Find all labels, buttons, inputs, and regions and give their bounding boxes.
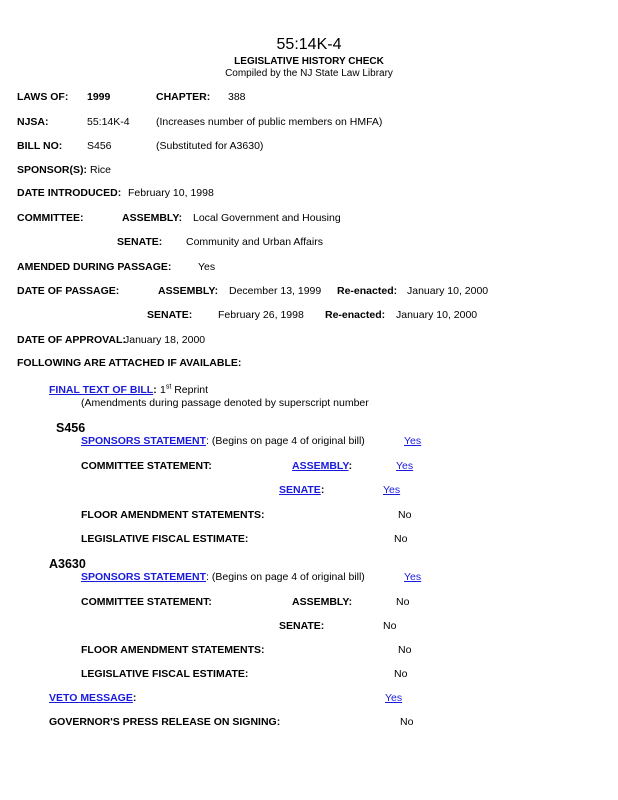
a3630-assembly-value: No (396, 596, 410, 608)
committee-label: COMMITTEE: (17, 212, 84, 224)
passage-senate-label: SENATE: (147, 309, 193, 321)
sponsors-value: Rice (90, 164, 112, 176)
reprint-superscript: st (165, 383, 172, 391)
approval-value: January 18, 2000 (124, 334, 206, 346)
a3630-sponsors-value[interactable]: Yes (404, 571, 422, 583)
s456-assembly-value[interactable]: Yes (396, 460, 414, 472)
press-release-label: GOVERNOR'S PRESS RELEASE ON SIGNING: (49, 716, 281, 728)
a3630-committee-label: COMMITTEE STATEMENT: (81, 596, 212, 608)
s456-senate-row (279, 484, 324, 497)
a3630-floor-label: FLOOR AMENDMENT STATEMENTS: (81, 644, 265, 656)
reprint-number: 1 (160, 384, 166, 396)
s456-sponsors-link[interactable]: SPONSORS STATEMENT (81, 435, 207, 447)
amended-label: AMENDED DURING PASSAGE: (17, 261, 172, 273)
s456-committee-label: COMMITTEE STATEMENT: (81, 460, 212, 472)
committee-assembly-value: Local Government and Housing (193, 212, 341, 224)
passage-senate-date: February 26, 1998 (218, 309, 304, 321)
final-text-colon: : (153, 384, 157, 396)
s456-floor-value: No (398, 509, 412, 521)
a3630-senate-value: No (383, 620, 397, 632)
laws-of-label: LAWS OF: (17, 91, 69, 103)
passage-assembly-label: ASSEMBLY: (158, 285, 219, 297)
passage-assembly-reenacted-label: Re-enacted: (337, 285, 398, 297)
reprint-text: Reprint (174, 384, 209, 396)
a3630-floor-value: No (398, 644, 412, 656)
passage-assembly-date: December 13, 1999 (229, 285, 322, 297)
s456-title: S456 (56, 421, 86, 435)
a3630-fiscal-value: No (394, 668, 408, 680)
a3630-senate-label: SENATE: (279, 620, 325, 632)
njsa-note: (Increases number of public members on HMFA) (156, 116, 383, 128)
final-text-row (49, 384, 157, 397)
veto-message-link[interactable]: VETO MESSAGE (49, 692, 133, 704)
passage-label: DATE OF PASSAGE: (17, 285, 120, 297)
press-release-value: No (400, 716, 414, 728)
s456-fiscal-value: No (394, 533, 408, 545)
a3630-sponsors-row (81, 571, 365, 584)
s456-assembly-link[interactable]: ASSEMBLY (292, 460, 349, 472)
passage-assembly-reenacted-date: January 10, 2000 (407, 285, 489, 297)
committee-senate-label: SENATE: (117, 236, 163, 248)
final-text-reprint (160, 384, 208, 397)
veto-colon: : (132, 692, 137, 704)
committee-assembly-label: ASSEMBLY: (122, 212, 183, 224)
final-text-link[interactable]: FINAL TEXT OF BILL (49, 384, 154, 396)
bill-no-label: BILL NO: (17, 140, 63, 152)
s456-senate-link[interactable]: SENATE (279, 484, 321, 496)
approval-label: DATE OF APPROVAL: (17, 334, 126, 346)
veto-row (49, 692, 136, 705)
attached-heading: FOLLOWING ARE ATTACHED IF AVAILABLE: (17, 357, 242, 369)
veto-value[interactable]: Yes (385, 692, 403, 704)
sponsors-label: SPONSOR(S): (17, 164, 88, 176)
chapter-label: CHAPTER: (156, 91, 211, 103)
date-introduced-value: February 10, 1998 (128, 187, 214, 199)
document-subtitle: LEGISLATIVE HISTORY CHECK (234, 56, 384, 67)
njsa-label: NJSA: (17, 116, 49, 128)
chapter-value: 388 (228, 91, 246, 103)
s456-sponsors-row (81, 435, 365, 448)
a3630-sponsors-note: : (Begins on page 4 of original bill) (206, 571, 365, 583)
s456-floor-label: FLOOR AMENDMENT STATEMENTS: (81, 509, 265, 521)
s456-sponsors-note: : (Begins on page 4 of original bill) (206, 435, 365, 447)
s456-senate-colon: : (320, 484, 325, 496)
final-text-note: (Amendments during passage denoted by superscript number (81, 397, 369, 409)
passage-senate-reenacted-label: Re-enacted: (325, 309, 386, 321)
njsa-value: 55:14K-4 (87, 116, 130, 128)
a3630-fiscal-label: LEGISLATIVE FISCAL ESTIMATE: (81, 668, 249, 680)
a3630-title: A3630 (49, 557, 86, 571)
s456-assembly-row (292, 460, 352, 473)
s456-senate-value[interactable]: Yes (383, 484, 401, 496)
a3630-assembly-label: ASSEMBLY: (292, 596, 353, 608)
s456-fiscal-label: LEGISLATIVE FISCAL ESTIMATE: (81, 533, 249, 545)
a3630-sponsors-link[interactable]: SPONSORS STATEMENT (81, 571, 207, 583)
date-introduced-label: DATE INTRODUCED: (17, 187, 122, 199)
s456-sponsors-value[interactable]: Yes (404, 435, 422, 447)
page-title: 55:14K-4 (276, 36, 342, 53)
laws-of-value: 1999 (87, 91, 111, 103)
bill-no-note: (Substituted for A3630) (156, 140, 264, 152)
amended-value: Yes (198, 261, 216, 273)
passage-senate-reenacted-date: January 10, 2000 (396, 309, 478, 321)
s456-assembly-colon: : (348, 460, 353, 472)
bill-no-value: S456 (87, 140, 112, 152)
compiled-by: Compiled by the NJ State Law Library (225, 68, 393, 79)
committee-senate-value: Community and Urban Affairs (186, 236, 323, 248)
